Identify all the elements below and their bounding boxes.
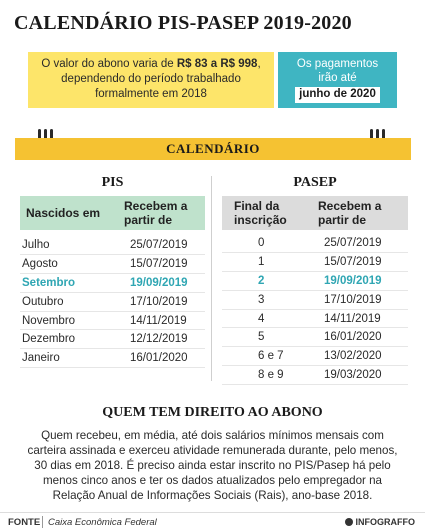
table-row xyxy=(20,255,205,274)
pasep-date: 15/07/2019 xyxy=(314,253,408,272)
table-row xyxy=(222,309,408,328)
table-row xyxy=(222,328,408,347)
pis-date: 12/12/2019 xyxy=(120,330,205,349)
section-divider xyxy=(211,176,212,381)
pasep-final: 5 xyxy=(222,328,314,347)
pis-month: Agosto xyxy=(20,255,120,274)
pasep-final: 3 xyxy=(222,290,314,309)
footer-source-label: FONTE xyxy=(8,517,41,528)
pasep-date: 17/10/2019 xyxy=(314,290,408,309)
pis-table xyxy=(20,196,205,368)
abono-range: R$ 83 a R$ 998 xyxy=(176,58,258,70)
eligibility-title: QUEM TEM DIREITO AO ABONO xyxy=(102,405,323,420)
eligibility-text: Quem recebeu, em média, até dois salários mínimos mensais com carteira assinada e exerceu atividade remunerada durante, pelo menos, 30 dias em 2018. É preciso ainda estar inscrito no PIS/Pasep há pelo menos cinco anos e ter os dados atualizados pelo empregador na Relação Anual de Informações Sociais (Rais), ano-base 2018. xyxy=(27,429,398,502)
pasep-final: 8 e 9 xyxy=(222,366,314,385)
table-row xyxy=(222,290,408,309)
pasep-title: PASEP xyxy=(293,175,337,190)
pis-month: Outubro xyxy=(20,292,120,311)
pis-date: 17/10/2019 xyxy=(120,292,205,311)
payment-deadline-box xyxy=(278,52,397,108)
pis-title: PIS xyxy=(101,175,124,190)
table-row xyxy=(20,236,205,255)
abono-prefix: O valor do abono varia de xyxy=(41,58,177,70)
payment-deadline-text: Os pagamentos irão até xyxy=(296,58,379,84)
pis-date: 16/01/2020 xyxy=(120,349,205,368)
table-row xyxy=(20,311,205,330)
pasep-date: 19/09/2019 xyxy=(314,272,408,291)
pis-header-born: Nascidos em xyxy=(20,196,120,230)
page-title: CALENDÁRIO PIS-PASEP 2019-2020 xyxy=(14,12,352,34)
pasep-table xyxy=(222,196,408,385)
table-row-highlighted xyxy=(222,272,408,291)
pis-date: 15/07/2019 xyxy=(120,255,205,274)
footer-brand-name: INFOGRAFFO xyxy=(355,517,415,527)
table-row xyxy=(222,347,408,366)
pasep-final: 0 xyxy=(222,234,314,253)
pis-date: 25/07/2019 xyxy=(120,236,205,255)
pasep-date: 14/11/2019 xyxy=(314,309,408,328)
pasep-date: 19/03/2020 xyxy=(314,366,408,385)
pis-header-row xyxy=(20,196,205,230)
pasep-date: 16/01/2020 xyxy=(314,328,408,347)
infograffo-logo-icon xyxy=(345,518,353,526)
pis-header-receive: Recebem a partir de xyxy=(120,196,205,230)
table-row xyxy=(20,349,205,368)
footer xyxy=(0,512,425,531)
abono-suffix: , dependendo do período trabalhado formalmente em 2018 xyxy=(61,58,261,100)
table-row xyxy=(20,292,205,311)
pasep-date: 25/07/2019 xyxy=(314,234,408,253)
pis-date: 14/11/2019 xyxy=(120,311,205,330)
pasep-header-final: Final da inscrição xyxy=(222,196,314,230)
table-row xyxy=(222,234,408,253)
pasep-final: 1 xyxy=(222,253,314,272)
pis-date: 19/09/2019 xyxy=(120,274,205,293)
footer-source: Caixa Econômica Federal xyxy=(48,517,157,528)
pis-month: Novembro xyxy=(20,311,120,330)
calendar-header-bar xyxy=(15,138,411,160)
footer-divider xyxy=(42,516,43,528)
footer-brand xyxy=(345,517,416,527)
table-row xyxy=(222,366,408,385)
pis-month: Janeiro xyxy=(20,349,120,368)
table-row-highlighted xyxy=(20,274,205,293)
pasep-header-row xyxy=(222,196,408,230)
pasep-final: 4 xyxy=(222,309,314,328)
payment-deadline-highlight: junho de 2020 xyxy=(295,87,380,103)
pasep-date: 13/02/2020 xyxy=(314,347,408,366)
abono-value-box xyxy=(28,52,274,108)
pis-month: Dezembro xyxy=(20,330,120,349)
pis-month: Julho xyxy=(20,236,120,255)
table-row xyxy=(20,330,205,349)
pasep-final: 2 xyxy=(222,272,314,291)
pasep-header-receive: Recebem a partir de xyxy=(314,196,408,230)
pis-month: Setembro xyxy=(20,274,120,293)
calendar-label: CALENDÁRIO xyxy=(166,141,260,156)
pasep-final: 6 e 7 xyxy=(222,347,314,366)
table-row xyxy=(222,253,408,272)
